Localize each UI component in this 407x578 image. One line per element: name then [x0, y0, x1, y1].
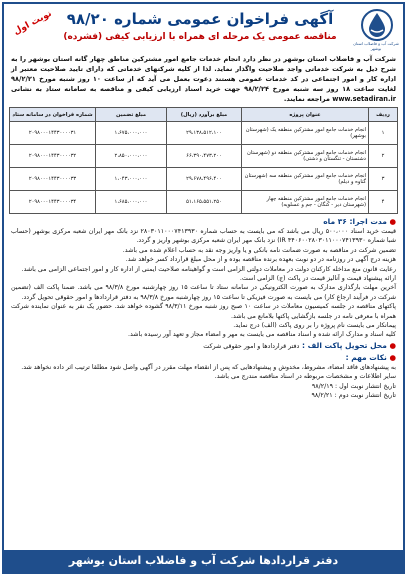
page-title: آگهی فراخوان عمومی شماره ۹۸/۲۰ [66, 10, 334, 28]
condition-paragraph: رعایت قانون منع مداخله کارکنان دولت در معاملات دولتی الزامی است و گواهینامه صلاحیت ایمنی از اداره کار و امور اجتماعی الزامی می باشد. [21, 265, 396, 273]
table-header-row [10, 108, 398, 122]
condition-paragraph: کلیه اسناد و مدارک ارائه شده و اسناد مناقصه می بایست به مهر و امضاء مجاز و تعهد آور رسیده باشد. [127, 331, 396, 339]
projects-table [9, 107, 398, 214]
first-date-value: ۹۸/۲/۱۹ [311, 382, 334, 390]
bullet-icon: ● [386, 352, 396, 362]
delivery-text: دفتر قراردادها و امور حقوقی شرکت [203, 342, 300, 350]
project-title: انجام خدمات جامع امور مشترکین منطقه چهار (شهرستان دیر - کنگان - جم و عسلویه) [242, 191, 369, 214]
duration [4, 216, 403, 227]
conditions [4, 227, 403, 340]
bullet-icon: ● [386, 217, 396, 226]
first-date-label: تاریخ انتشار نوبت اول : [335, 382, 396, 390]
row-number: ۲ [369, 145, 398, 168]
col-guarantee: مبلغ تضمین [96, 108, 167, 122]
estimate-amount: ۶۶،۳۹۰،۴۷۳،۲۰۰ [167, 145, 242, 168]
bullet-icon: ● [386, 340, 396, 350]
water-company-logo-icon [357, 8, 397, 42]
publish-date-second [11, 391, 396, 400]
footer-signature: دفتر قراردادها شرکت آب و فاضلاب استان بوشهر [4, 550, 403, 572]
tender-notice [2, 2, 405, 574]
condition-paragraph: پاکتهای مناقصه در جلسه کمیسیون معاملات در ساعت ۱۰ صبح روز شنبه مورخ ۹۸/۳/۱۱ گشوده خواهد شد. حضور یک نفر به عنوان نماینده شرکت همراه با معرفی نامه در جلسه بازگشایی پاکتها بلامانع می باشد. [11, 303, 396, 320]
row-number: ۳ [369, 168, 398, 191]
setad-number: ۲۰۹۸۰۰۰۱۴۴۳۰۰۰۰۳۱ [10, 122, 96, 145]
second-date-label: تاریخ انتشار نوبت دوم : [334, 392, 396, 400]
logo-caption: شرکت آب و فاضلاب استان بوشهر [353, 41, 399, 51]
col-estimate: مبلغ برآورد (ریال) [167, 108, 242, 122]
col-project-title: عنوان پروژه [242, 108, 369, 122]
condition-paragraph: آخرین مهلت بارگذاری مدارک به صورت الکترونیکی در سامانه ستاد تا ساعت ۱۵ روز چهارشنبه مورخ ۹۸/۳/۸ می باشد. ضمنا پاکت الف (تضمین شرکت در فرآیند ارجاع کار) می بایست به صورت فیزیکی تا ساعت ۱۵ روز چهارشنبه مورخ ۹۸/۳/۸ به دفتر قراردادها و امور حقوقی تحویل گردد. [11, 284, 396, 301]
table-row [10, 168, 398, 191]
setad-number: ۲۰۹۸۰۰۰۱۴۴۳۰۰۰۰۳۳ [10, 168, 96, 191]
condition-paragraph: تضمین شرکت در مناقصه به صورت ضمانت نامه بانکی و یا واریز وجه نقد به حساب اعلام شده می باشد. [122, 246, 396, 254]
guarantee-amount: ۱،۰۴۳،۰۰۰،۰۰۰ [96, 168, 167, 191]
setad-number: ۲۰۹۸۰۰۰۱۴۴۳۰۰۰۰۳۲ [10, 145, 96, 168]
page-subtitle: مناقصه عمومی یک مرحله ای همراه با ارزیابی کیفی (فشرده) [63, 32, 337, 42]
notes-list [4, 363, 403, 401]
col-row-number: ردیف [369, 108, 398, 122]
guarantee-amount: ۱،۶۷۵،۰۰۰،۰۰۰ [96, 122, 167, 145]
notice-header [4, 4, 403, 54]
note-item: سایر اطلاعات و مشخصات مربوطه در اسناد مناقصه مندرج می باشد. [214, 373, 396, 381]
estimate-amount: ۲۹،۶۷۸،۴۹۶،۴۰۰ [167, 168, 242, 191]
row-number: ۴ [369, 191, 398, 214]
estimate-amount: ۵۱،۱۶۵،۵۵۱،۲۵۰ [167, 191, 242, 214]
project-title: انجام خدمات جامع امور مشترکین منطقه دو (شهرستان دشتستان - تنگستان و دشتی) [242, 145, 369, 168]
second-date-value: ۹۸/۲/۲۱ [311, 392, 333, 400]
notes-section [4, 352, 403, 363]
delivery-heading: محل تحویل پاکت الف : [301, 340, 387, 350]
condition-paragraph: هزینه درج آگهی در روزنامه در دو نوبت بعهده برنده مناقصه بوده و از محل مبلغ قرارداد کسر خواهد شد. [125, 256, 396, 264]
table-row [10, 145, 398, 168]
project-title: انجام خدمات جامع امور مشترکین منطقه سه (شهرستان گناوه و دیلم) [242, 168, 369, 191]
condition-paragraph: ارائه پیشنهاد قیمت و آنالیز قیمت در پاکت (ج) الزامی است. [239, 275, 396, 283]
row-number: ۱ [369, 122, 398, 145]
setad-number: ۲۰۹۸۰۰۰۱۴۴۳۰۰۰۰۳۴ [10, 191, 96, 214]
condition-paragraph: پیمانکار می بایست نام پروژه را بر روی پاکت (الف) درج نماید. [233, 322, 396, 330]
project-title: انجام خدمات جامع امور مشترکین منطقه یک (شهرستان بوشهر) [242, 122, 369, 145]
duration-text: مدت اجرا: ۳۶ ماه [323, 217, 387, 226]
note-item: به پیشنهادهای فاقد امضاء، مشروط، مخدوش و پیشنهادهایی که پس از انقضاء مهلت مقرر در آگهی واصل شود مطلقا ترتیب اثر داده نخواهد شد. [21, 363, 396, 371]
estimate-amount: ۲۹،۱۳۸،۵۱۲،۱۰۰ [167, 122, 242, 145]
table-row [10, 122, 398, 145]
first-publication-badge: نوبت اول [12, 8, 54, 38]
notes-heading: نکات مهم : [345, 352, 387, 362]
intro-paragraph: شرکت آب و فاضلاب استان بوشهر در نظر دارد انجام خدمات جامع امور مشترکین مناطق چهار گانه استان بوشهر را به شرح ذیل به شرکت خدماتی واجد صلاحیت واگذار نماید. لذا از کلیه شرکتهای خدماتی که دارای تایید صلاحیت معتبر از اداره کار و امور اجتماعی در کد خدمات عمومی هستند دعوت بعمل می آید که از ساعت ۱۰ روز شنبه مورخ ۹۸/۲/۲۱ لغایت ساعت ۱۸ روز سه شنبه مورخ ۹۸/۲/۲۴ جهت خرید اسناد ارزیابی کیفی و مناقصه به سامانه ستاد به نشانی www.setadiran.ir مراجعه نمایند. [11, 55, 396, 103]
condition-paragraph: قیمت خرید اسناد ۵۰۰،۰۰۰ ریال می باشد که می بایست به حساب شماره ۲۸۰۳۰۱۱۰۰۰۷۴۱۳۹۳۰ نزد بانک مهر ایران شعبه مرکزی بوشهر (حساب شبا شماره IR ۴۴۰۶۰۰۲۸۰۳۰۱۱۰۰۰۷۴۱۳۹۳۰) نزد بانک مهر ایران شعبه مرکزی بوشهر واریز و گردد. [11, 228, 397, 245]
guarantee-amount: ۱،۶۸۵،۰۰۰،۰۰۰ [96, 191, 167, 214]
guarantee-amount: ۲،۸۵۰،۰۰۰،۰۰۰ [96, 145, 167, 168]
table-row [10, 191, 398, 214]
col-setad-number: شماره فراخوان در سامانه ستاد [10, 108, 96, 122]
publish-date-first [11, 382, 396, 391]
delivery-section [4, 340, 403, 352]
